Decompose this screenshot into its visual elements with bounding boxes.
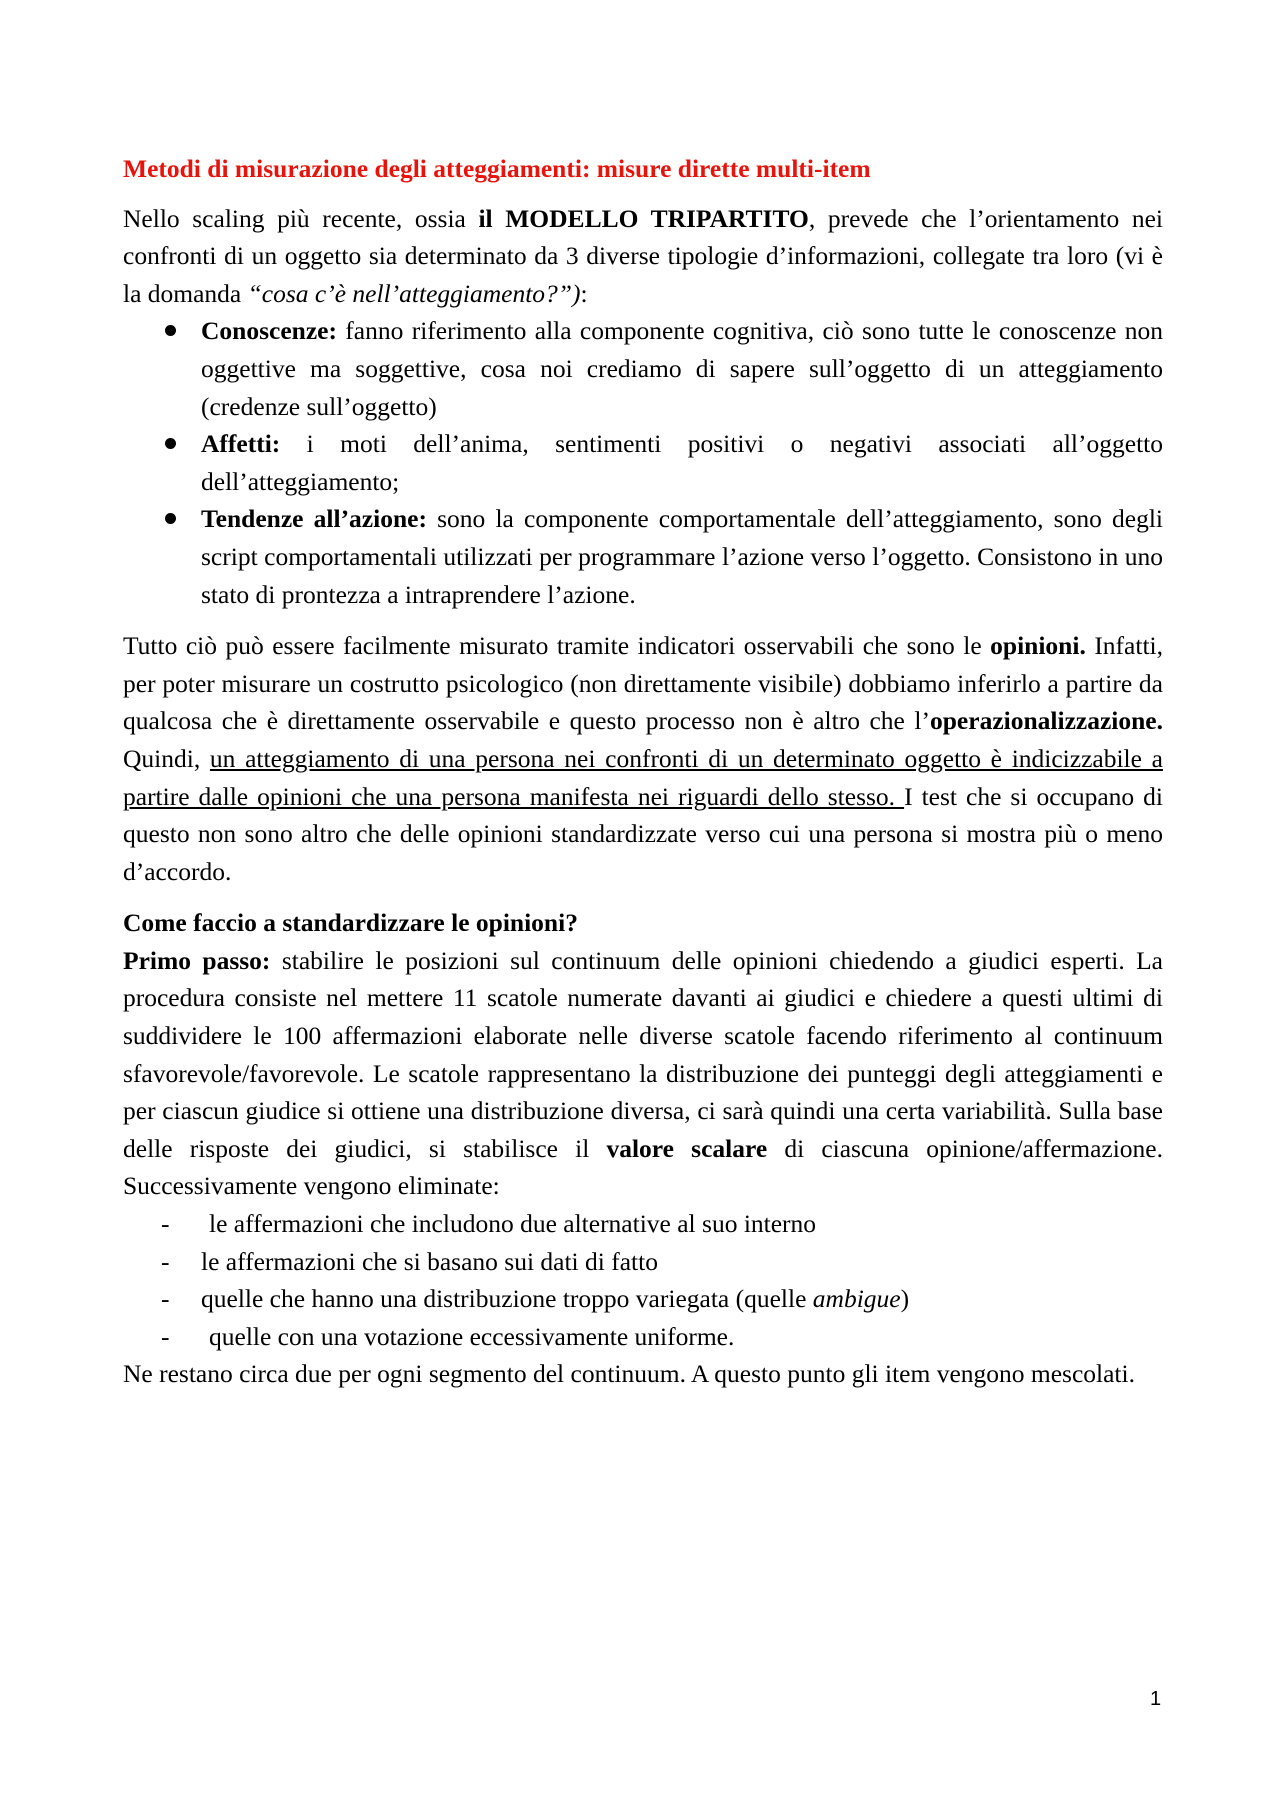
- para2-text-3: Quindi,: [123, 743, 210, 773]
- page-number: 1: [1150, 1688, 1162, 1710]
- dash-marker: -: [161, 1321, 170, 1351]
- dash-item-text: le affermazioni che si basano sui dati di fatto: [201, 1246, 658, 1276]
- para3-text-1: stabilire le posizioni sul continuum delle opinioni chiedendo a giudici esperti. La procedura consiste nel mettere 11 scatole numerate davanti ai giudici e chiedere a questi ultimi di suddividere le 100 affermazioni elaborate nelle diverse scatole facendo riferimento al continuum sfavorevole/favorevole. Le scatole rappresentano la distribuzione dei punteggi degli atteggiamenti e per ciascun giudice si ottiene una distribuzione diversa, ci sarà quindi una certa variabilità. Sulla base delle risposte dei giudici, si stabilisce il: [123, 945, 1163, 1163]
- bullet-icon: [165, 513, 176, 524]
- intro-paragraph: [123, 200, 1163, 313]
- intro-text-3: :: [580, 278, 588, 308]
- list-item: [201, 312, 1163, 425]
- list-item: [161, 1280, 1163, 1318]
- bullet-text: i moti dell’anima, sentimenti positivi o negativi associati all’oggetto dell’atteggiamento;: [201, 429, 1163, 496]
- para2-bold-operazionalizzazione: operazionalizzazione.: [930, 706, 1163, 736]
- dash-marker: -: [161, 1246, 170, 1276]
- eliminated-list: [123, 1205, 1163, 1355]
- dash-item-text: le affermazioni che includono due alternative al suo interno: [209, 1209, 817, 1239]
- page-title: Metodi di misurazione degli atteggiamenti: misure dirette multi-item: [123, 154, 871, 183]
- dash-item-italic: ambigue: [812, 1284, 901, 1314]
- dash-marker: -: [161, 1284, 170, 1314]
- dash-marker: -: [161, 1209, 170, 1239]
- para3-text-2: di ciascuna opinione/affermazione. Successivamente vengono eliminate:: [123, 1133, 1163, 1201]
- intro-italic-question: “cosa c’è nell’atteggiamento?”): [247, 278, 581, 308]
- para2-text-1: Tutto ciò può essere facilmente misurato tramite indicatori osservabili che sono le: [123, 631, 991, 661]
- intro-text-2: , prevede che l’orientamento nei confronti di un oggetto sia determinato da 3 diverse tipologie d’informazioni, collegate tra loro (vi è la domanda: [123, 203, 1163, 308]
- dash-item-text: quelle con una votazione eccessivamente uniforme.: [209, 1321, 735, 1351]
- para3-bold-valore-scalare: valore scalare: [606, 1133, 768, 1163]
- bullet-label: Tendenze all’azione:: [201, 504, 427, 534]
- list-item: [201, 500, 1163, 613]
- para2-bold-opinioni: opinioni.: [990, 631, 1086, 661]
- bullet-text: fanno riferimento alla componente cognitiva, ciò sono tutte le conoscenze non oggettive ma soggettive, cosa noi crediamo di sapere sull’oggetto di un atteggiamento (credenze sull’oggetto): [201, 316, 1163, 421]
- bullet-label: Conoscenze:: [201, 316, 337, 346]
- opinions-paragraph: [123, 627, 1163, 890]
- bullet-icon: [165, 325, 176, 336]
- list-item: [161, 1318, 1163, 1356]
- intro-bold-model: il MODELLO TRIPARTITO: [478, 203, 809, 233]
- section-subheading: Come faccio a standardizzare le opinioni?: [123, 908, 578, 938]
- bullet-text: sono la componente comportamentale dell’atteggiamento, sono degli script comportamentali utilizzati per programmare l’azione verso l’oggetto. Consistono in uno stato di prontezza a intraprendere l’azione.: [201, 504, 1163, 609]
- para2-text-2: Infatti, per poter misurare un costrutto psicologico (non direttamente visibile) dobbiamo inferirlo a partire da qualcosa che è direttamente osservabile e questo processo non è altro che l’: [123, 631, 1163, 736]
- intro-text-1: Nello scaling più recente, ossia: [123, 203, 479, 233]
- bullet-icon: [165, 438, 176, 449]
- list-item: [161, 1205, 1163, 1243]
- para2-underlined: un atteggiamento di una persona nei confronti di un determinato oggetto è indicizzabile a partire dalle opinioni che una persona manifesta nei riguardi dello stesso.: [123, 743, 1163, 811]
- document-page: [123, 150, 1163, 1393]
- dash-item-text: quelle che hanno una distribuzione troppo variegata (quelle: [201, 1284, 813, 1314]
- list-item: [161, 1243, 1163, 1281]
- para2-text-4: I test che si occupano di questo non sono altro che delle opinioni standardizzate verso cui una persona si mostra più o meno d’accordo.: [123, 781, 1163, 886]
- list-item: [201, 425, 1163, 500]
- closing-paragraph: Ne restano circa due per ogni segmento del continuum. A questo punto gli item vengono mescolati.: [123, 1359, 1135, 1389]
- bullet-label: Affetti:: [201, 429, 281, 459]
- para3-bold-primo-passo: Primo passo:: [123, 945, 271, 975]
- procedure-paragraph: [123, 942, 1163, 1205]
- components-list: [123, 312, 1163, 613]
- dash-item-text: ): [900, 1284, 910, 1314]
